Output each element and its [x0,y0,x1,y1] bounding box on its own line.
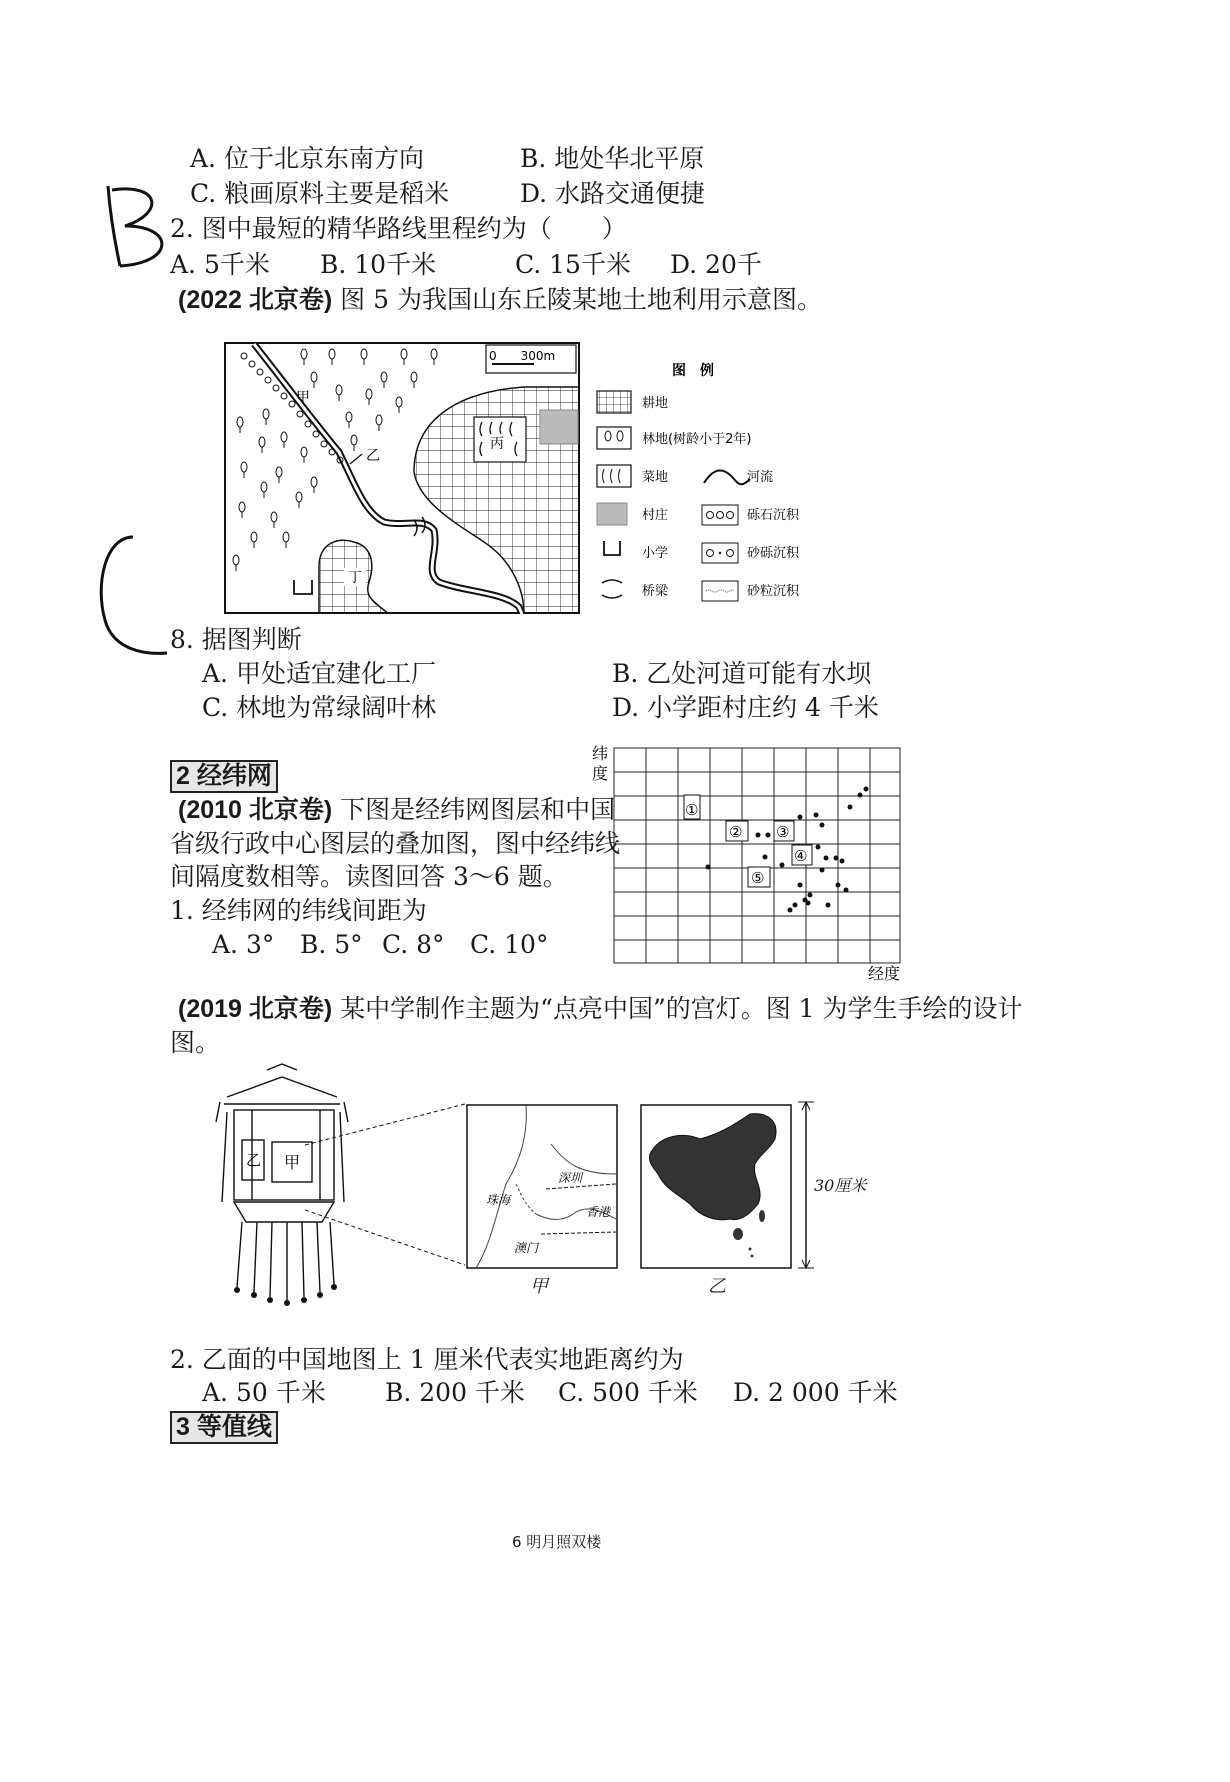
section-3-heading: 3 等值线 [170,1411,278,1444]
lon-label: 经度 [868,964,901,983]
dimension-arrow [796,1100,816,1272]
section-2-heading: 2 经纬网 [170,760,278,793]
source-2010: (2010 北京卷) [178,796,333,824]
q8-option-d: D. 小学距村庄约 4 千米 [612,693,879,722]
q2-stem: 2. 图中最短的精华路线里程约为（ ） [170,214,627,243]
legend-sand: 砂粒沉积 [747,584,800,599]
lat-label-2: 度 [592,764,609,783]
map-jia-caption: 甲 [530,1276,548,1297]
legend-sand-gravel: 砂砾沉积 [747,546,800,561]
intro-2010-line2: 省级行政中心图层的叠加图，图中经纬线 [170,829,621,858]
lat-label-1: 纬 [592,745,609,763]
page-footer: 6 明月照双楼 [512,1533,602,1551]
legend-forest: 林地(树龄小于2年) [642,432,752,447]
source-2019: (2019 北京卷) [178,995,333,1023]
legend-bridge: 桥梁 [642,584,669,599]
q1-option-b: B. 5° [300,930,363,959]
intro-2019-rest: 某中学制作主题为“点亮中国”的宫灯。图 1 为学生手绘的设计 [340,994,1023,1023]
city-macau: 澳门 [514,1241,539,1255]
land-use-map [224,342,580,614]
city-hongkong: 香港 [586,1205,611,1219]
legend-farmland: 耕地 [642,396,669,411]
intro-2010-rest: 下图是经纬网图层和中国 [340,795,616,824]
label-yi: 乙 [366,448,380,464]
label-ding: 丁 [348,570,362,586]
map-jia-pearl-river [466,1104,618,1269]
intro-2010-line3: 间隔度数相等。读图回答 3～6 题。 [170,862,568,891]
q2b-option-a: A. 50 千米 [202,1378,326,1407]
prev-option-b: B. 地处华北平原 [520,144,705,173]
intro-2022-text: 图 5 为我国山东丘陵某地土地利用示意图。 [340,285,822,314]
prev-option-d: D. 水路交通便捷 [520,179,706,208]
marker-1: ① [685,801,699,819]
legend-gravel: 砾石沉积 [747,508,800,523]
q1-option-a: A. 3° [212,930,275,959]
intro-2019-line1 [178,996,1023,1022]
prev-option-c: C. 粮画原料主要是稻米 [190,179,450,208]
legend-village: 村庄 [642,508,669,523]
map-yi-caption: 乙 [708,1276,726,1297]
intro-2022 [178,287,822,313]
intro-2010-line1 [178,797,615,823]
q2b-stem: 2. 乙面的中国地图上 1 厘米代表实地距离约为 [170,1345,684,1374]
prev-option-a: A. 位于北京东南方向 [190,144,424,173]
legend-river: 河流 [747,470,774,485]
legend-vegetable: 菜地 [642,470,669,485]
q1-option-c: C. 8° [382,930,445,959]
q2-option-a: A. 5千米 [170,250,270,279]
q2-option-d: D. 20千 [670,250,762,279]
label-jia: 甲 [296,390,310,406]
scale-label: 0 300m [489,349,556,363]
q2-option-b: B. 10千米 [320,250,437,279]
projection-lines [305,1100,470,1270]
q8-stem: 8. 据图判断 [170,625,302,654]
legend-title: 图 例 [672,363,714,379]
q2b-option-b: B. 200 千米 [385,1378,525,1407]
graticule-chart [590,745,915,985]
map-yi-china [640,1104,792,1269]
land-use-legend [592,355,817,617]
q2-option-c: C. 15千米 [515,250,631,279]
marker-3: ③ [776,823,790,841]
q1-stem: 1. 经纬网的纬线间距为 [170,896,427,925]
city-shenzhen: 深圳 [558,1171,583,1185]
marker-5: ⑤ [751,869,765,887]
marker-2: ② [729,823,743,841]
size-label: 30厘米 [814,1176,867,1195]
q8-option-a: A. 甲处适宜建化工厂 [202,659,436,688]
lantern-face-yi: 乙 [246,1151,262,1169]
marker-4: ④ [794,847,808,865]
intro-2019-line2: 图。 [170,1028,221,1057]
q2b-option-c: C. 500 千米 [558,1378,698,1407]
label-bing: 丙 [490,436,504,452]
city-zhuhai: 珠海 [486,1193,511,1207]
source-2022: (2022 北京卷) [178,286,333,314]
lantern-face-jia: 甲 [284,1153,301,1172]
legend-school: 小学 [642,546,669,561]
q2b-option-d: D. 2 000 千米 [733,1378,898,1407]
q8-option-b: B. 乙处河道可能有水坝 [612,659,872,688]
q8-option-c: C. 林地为常绿阔叶林 [202,693,437,722]
q1-option-d: C. 10° [470,930,549,959]
